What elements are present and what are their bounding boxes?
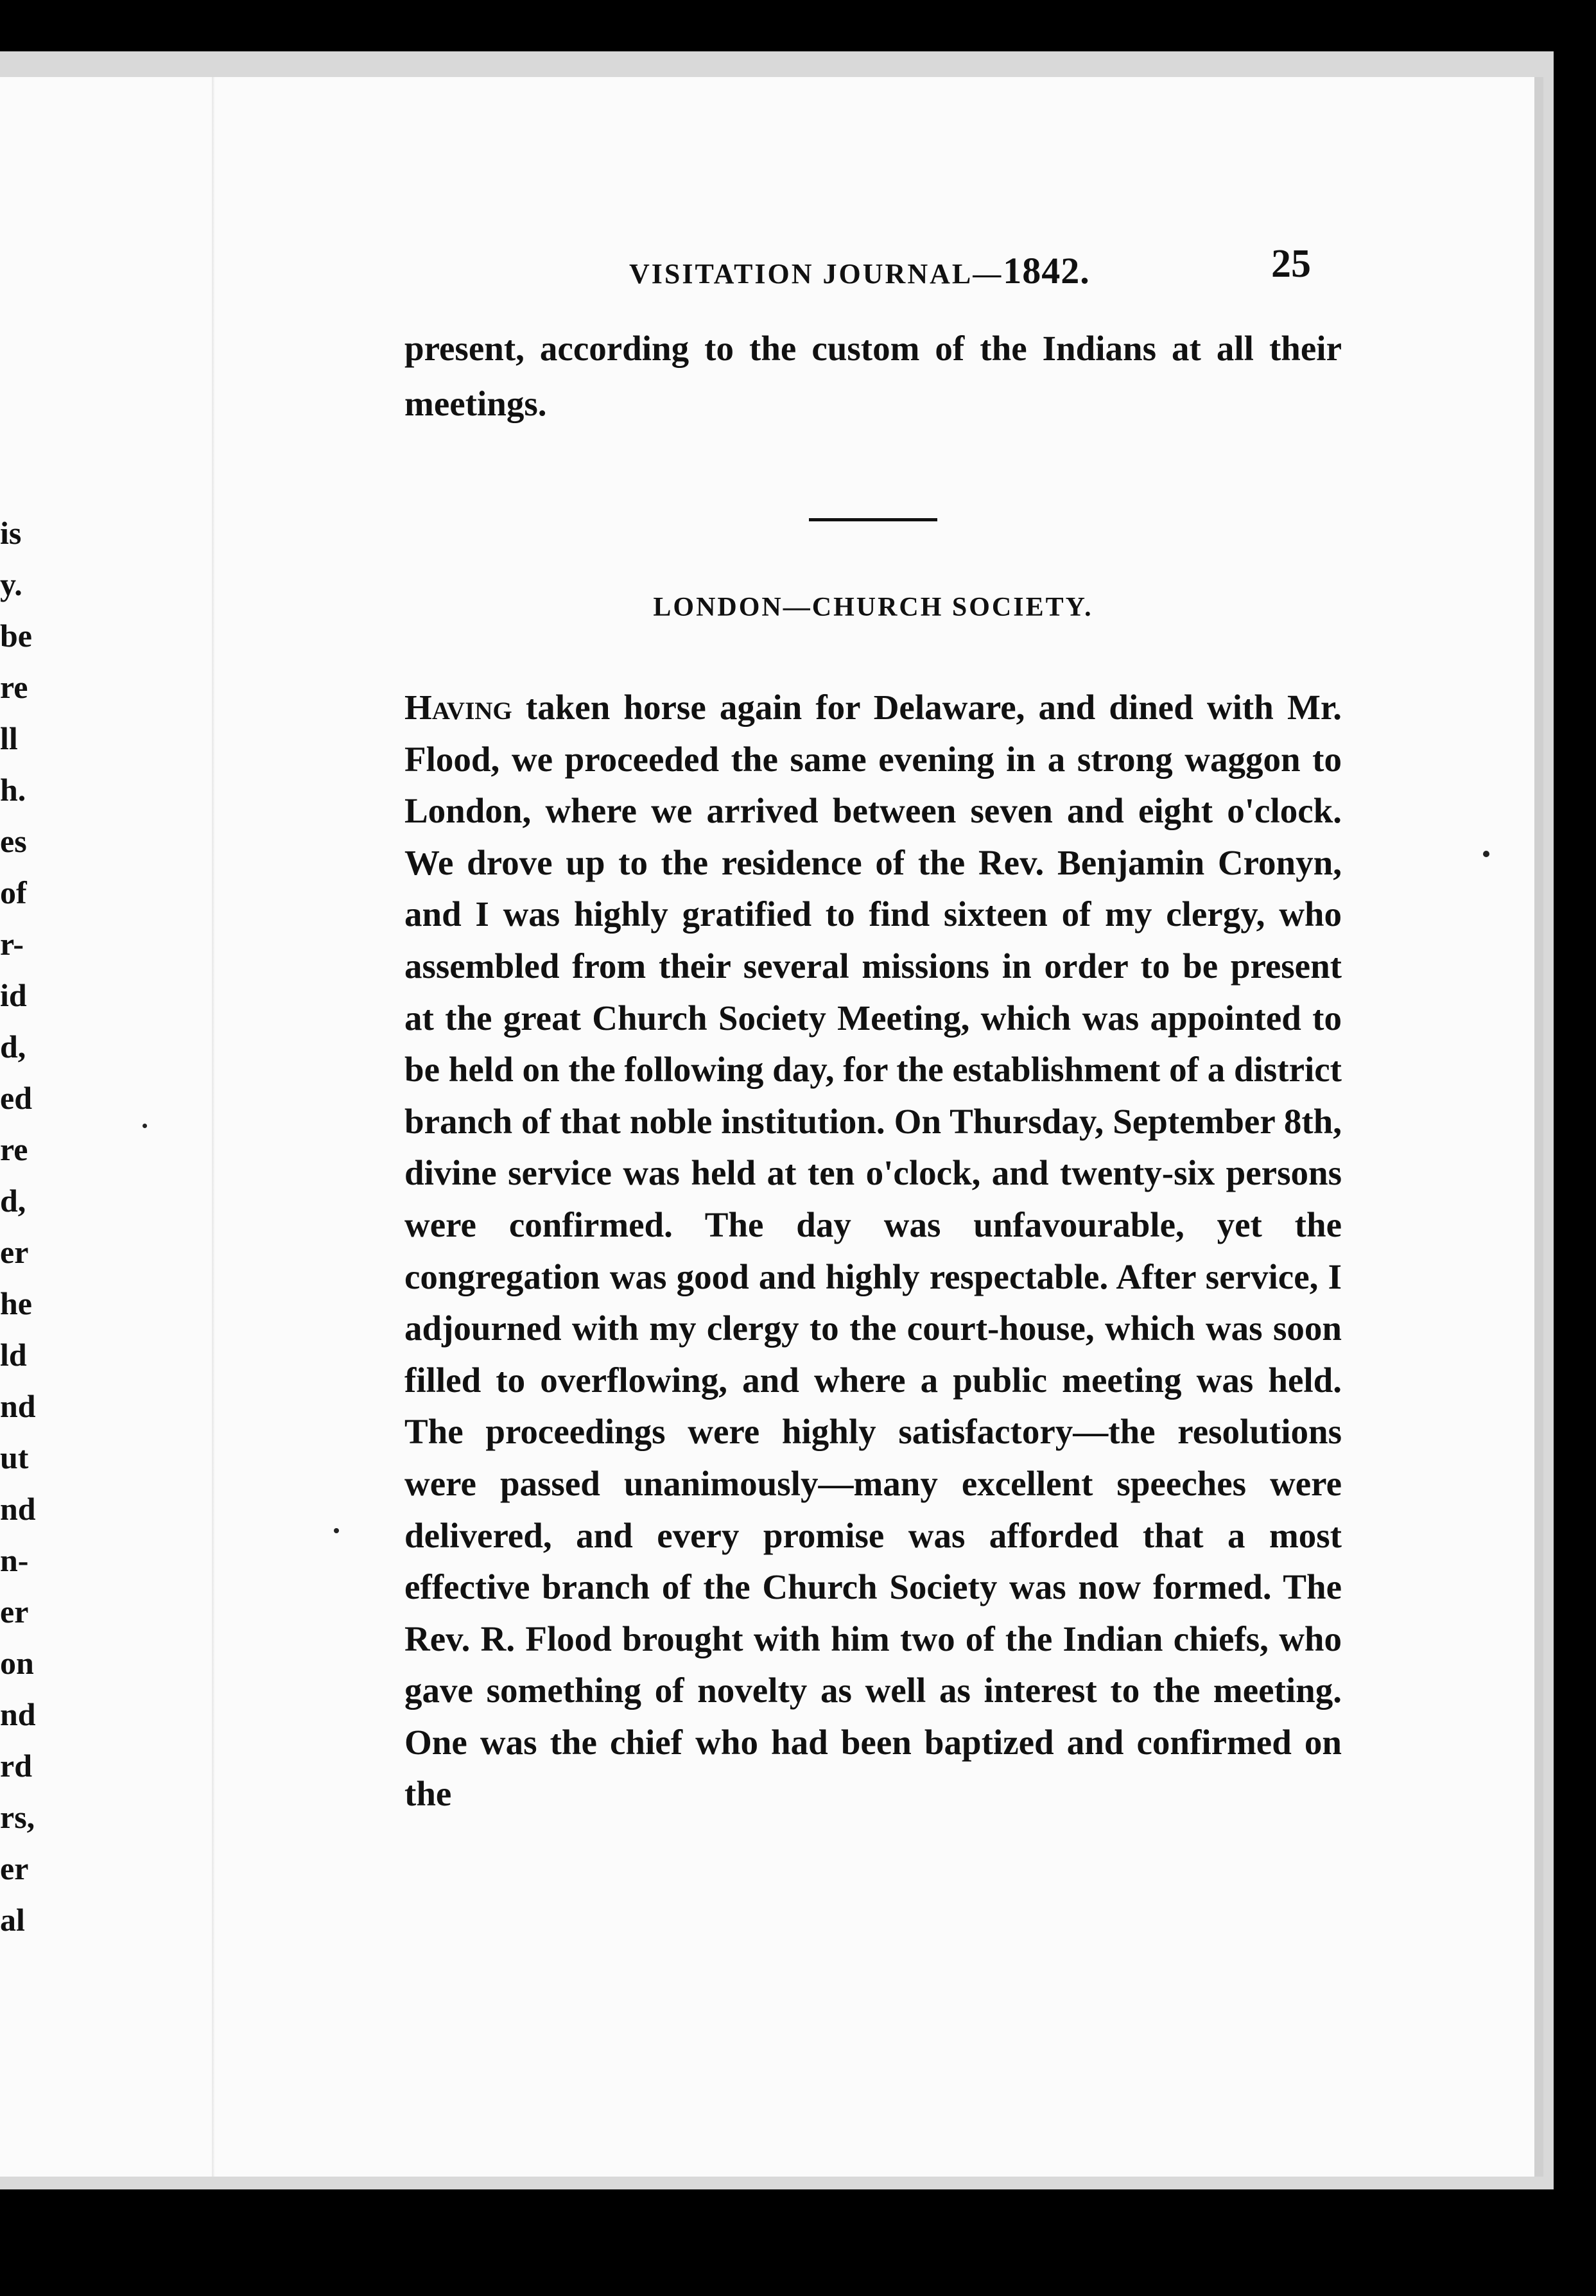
fragment-line: be: [0, 618, 32, 654]
fragment-line: nd: [0, 1491, 36, 1527]
fragment-line: rd: [0, 1748, 32, 1784]
body-paragraph: [404, 682, 1342, 1820]
fragment-line: ed: [0, 1080, 32, 1116]
fragment-line: d,: [0, 1029, 26, 1065]
fragment-line: er: [0, 1234, 29, 1270]
fragment-line: nd: [0, 1696, 36, 1732]
fragment-line: er: [0, 1594, 29, 1630]
drop-word: Having: [404, 688, 512, 727]
fragment-line: ld: [0, 1337, 27, 1373]
fragment-line: on: [0, 1645, 34, 1681]
running-title-text: VISITATION JOURNAL—: [629, 258, 1003, 290]
fragment-line: rs,: [0, 1799, 35, 1835]
page-header: [629, 236, 1335, 294]
fragment-line: re: [0, 1131, 28, 1167]
fragment-line: ll: [0, 720, 18, 756]
running-title: [629, 249, 1090, 292]
gutter-fold: [212, 77, 214, 2177]
fragment-line: ut: [0, 1439, 29, 1475]
ink-speck: [1483, 851, 1489, 857]
fragment-line: he: [0, 1285, 32, 1321]
fragment-line: id: [0, 977, 27, 1013]
fragment-line: h.: [0, 772, 26, 808]
fragment-line: of: [0, 874, 27, 910]
section-divider: [809, 518, 937, 521]
main-text: [404, 321, 1342, 1820]
fragment-line: n-: [0, 1542, 29, 1578]
continued-paragraph: present, according to the custom of the Indians at all their meetings.: [404, 329, 1342, 423]
fragment-line: is: [0, 515, 22, 551]
fragment-line: es: [0, 823, 27, 859]
fragment-line: nd: [0, 1388, 36, 1424]
fragment-line: er: [0, 1850, 29, 1886]
fragment-line: r-: [0, 926, 24, 962]
fragment-line: al: [0, 1902, 25, 1938]
body-text: taken horse again for Delaware, and dined with Mr. Flood, we proceeded the same evening in a strong waggon to London, where we arrived between seven and eight o'clock. We drove up to the residence of the Rev. Benjamin Cronyn, and I was highly gratified to find sixteen of my clergy, who assembled from their several missions in order to be present at the great Church Society Meeting, which was appointed to be held on the following day, for the establishment of a district branch of that noble institution. On Thursday, September 8th, divine service was held at ten o'clock, and twenty-six persons were confirmed. The day was unfavourable, yet the congregation was good and highly respectable. After service, I adjourned with my clergy to the court-house, which was soon filled to overflowing, and where a public meeting was held. The proceedings were highly satisfactory—the resolutions were passed unanimously—many excellent speeches were delivered, and every promise was afforded that a most effective branch of the Church Society was now formed. The Rev. R. Flood brought with him two of the Indian chiefs, who gave something of novelty as well as interest to the meeting. One was the chief who had been baptized and confirmed on the: [404, 688, 1342, 1814]
section-heading: LONDON—CHURCH SOCIETY.: [653, 593, 1093, 622]
page-number: 25: [1271, 242, 1311, 286]
fragment-line: y.: [0, 566, 22, 602]
fragment-line: d,: [0, 1183, 26, 1219]
ink-speck: [334, 1528, 339, 1533]
ink-speck: [143, 1124, 147, 1128]
running-title-year: 1842.: [1003, 250, 1090, 291]
fragment-line: re: [0, 669, 28, 705]
left-page-fragments: [0, 507, 71, 1945]
